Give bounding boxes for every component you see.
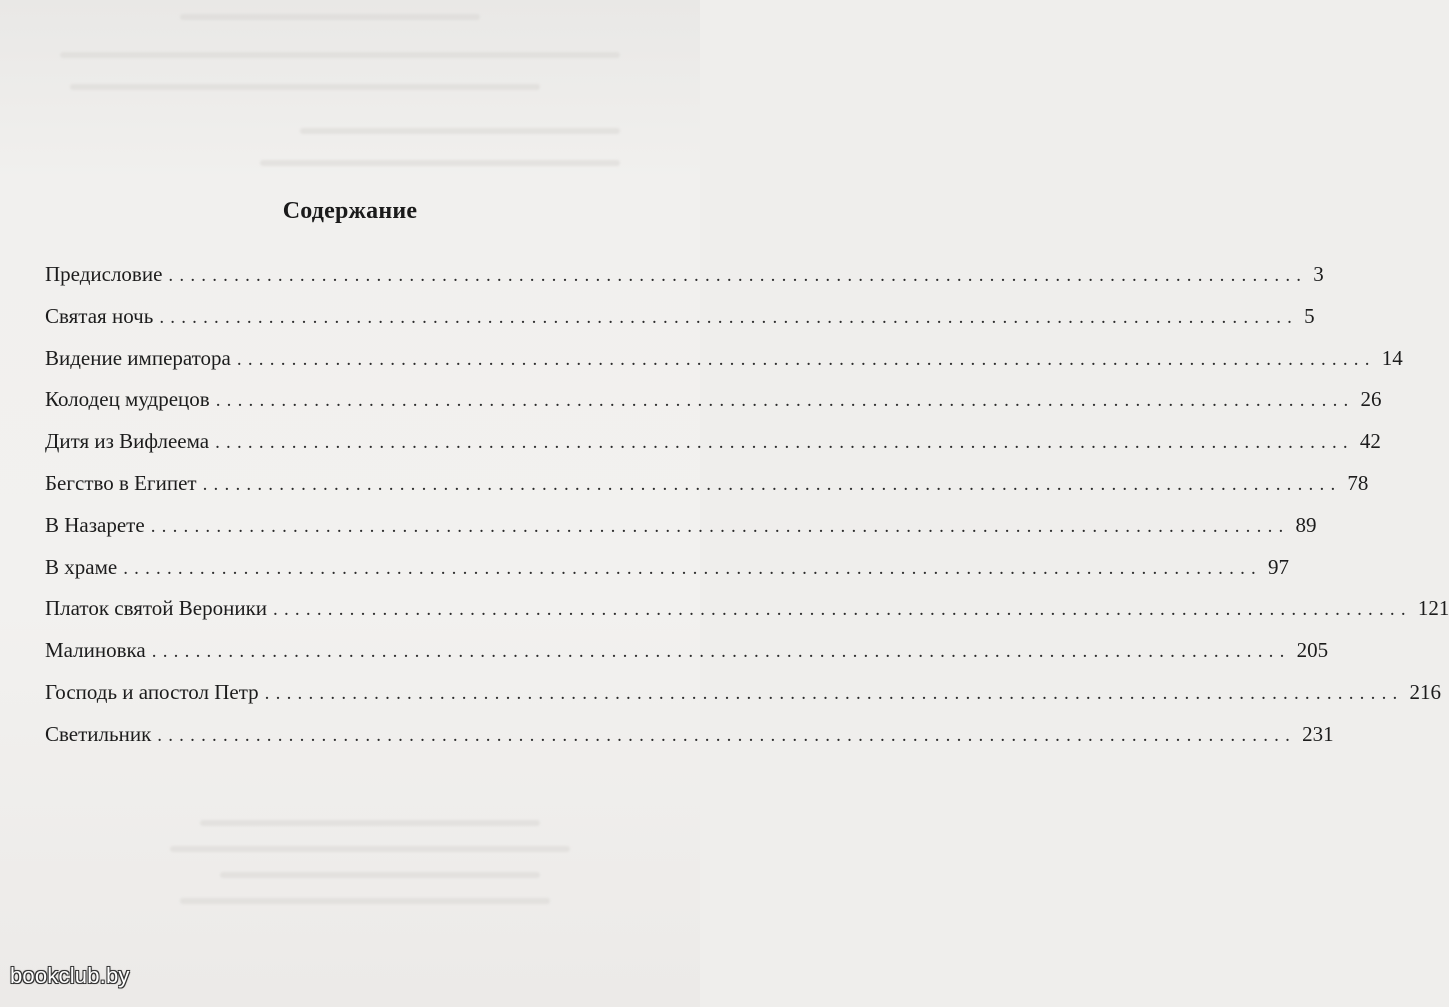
toc-entry-page: 14 <box>1381 345 1403 370</box>
contents-heading: Содержание <box>282 198 418 224</box>
toc-entry-page: 89 <box>1295 512 1317 537</box>
toc-entry-title: Святая ночь <box>45 303 154 328</box>
bleed-through-mark <box>300 128 620 134</box>
bleed-through-mark <box>220 872 540 878</box>
toc-entry[interactable] <box>45 634 1329 676</box>
toc-entry-title: Платок святой Вероники <box>45 596 268 621</box>
toc-entry-title: Предисловие <box>45 262 163 286</box>
toc-entry-page: 5 <box>1304 303 1315 328</box>
toc-entry-page: 97 <box>1268 554 1289 579</box>
toc-entry-title: Колодец мудрецов <box>45 387 210 412</box>
toc-dot-leader: ........................................................................................................ <box>215 390 1355 412</box>
bleed-through-mark <box>200 820 540 826</box>
toc-dot-leader: ........................................................................................................ <box>150 515 1290 537</box>
toc-entry-page: 26 <box>1360 387 1382 412</box>
toc-entry[interactable] <box>45 509 1317 551</box>
toc-entry-title: В храме <box>45 554 118 579</box>
toc-dot-leader: ........................................................................................................ <box>215 432 1354 454</box>
bleed-through-mark <box>180 14 480 20</box>
table-of-contents <box>45 258 1449 760</box>
toc-entry-page: 205 <box>1296 638 1329 663</box>
toc-entry-title: Дитя из Вифлеема <box>45 429 210 454</box>
toc-entry[interactable] <box>45 258 1324 300</box>
toc-entry[interactable] <box>45 342 1403 384</box>
toc-entry-title: Малиновка <box>45 638 146 663</box>
toc-entry[interactable] <box>45 300 1315 342</box>
toc-entry[interactable] <box>45 551 1289 593</box>
bleed-through-mark <box>180 898 550 904</box>
bleed-through-mark <box>70 84 540 90</box>
toc-entry[interactable] <box>45 676 1441 718</box>
toc-entry-title: В Назарете <box>45 512 145 537</box>
toc-entry-title: Господь и апостол Петр <box>45 679 259 704</box>
toc-entry-title: Бегство в Египет <box>45 470 197 495</box>
toc-entry-page: 216 <box>1409 679 1441 704</box>
toc-dot-leader: ........................................................................................................ <box>157 724 1297 746</box>
toc-entry-page: 231 <box>1302 721 1334 746</box>
bleed-through-mark <box>170 846 570 852</box>
toc-entry[interactable] <box>45 467 1369 509</box>
toc-entry-page: 121 <box>1417 596 1449 621</box>
toc-dot-leader: ........................................................................................................ <box>236 348 1376 370</box>
toc-entry-page: 42 <box>1359 429 1381 454</box>
site-watermark: bookclub.by <box>10 963 130 988</box>
toc-dot-leader: ........................................................................................................ <box>264 682 1404 704</box>
toc-entry-page: 78 <box>1347 470 1369 495</box>
toc-dot-leader: ........................................................................................................ <box>123 557 1262 579</box>
toc-entry-page: 3 <box>1313 262 1324 286</box>
toc-entry[interactable] <box>45 383 1382 425</box>
toc-entry[interactable] <box>45 425 1381 467</box>
toc-entry-title: Видение императора <box>45 345 231 370</box>
bleed-through-mark <box>260 160 620 166</box>
bleed-through-mark <box>60 52 620 58</box>
toc-dot-leader: ........................................................................................................ <box>168 265 1308 286</box>
toc-dot-leader: ........................................................................................................ <box>151 641 1291 663</box>
toc-entry[interactable] <box>45 592 1449 634</box>
toc-entry-title: Светильник <box>45 721 152 746</box>
toc-dot-leader: ........................................................................................................ <box>159 306 1299 328</box>
toc-dot-leader: ........................................................................................................ <box>202 473 1342 495</box>
toc-dot-leader: ........................................................................................................ <box>273 599 1412 621</box>
toc-entry[interactable] <box>45 718 1334 760</box>
